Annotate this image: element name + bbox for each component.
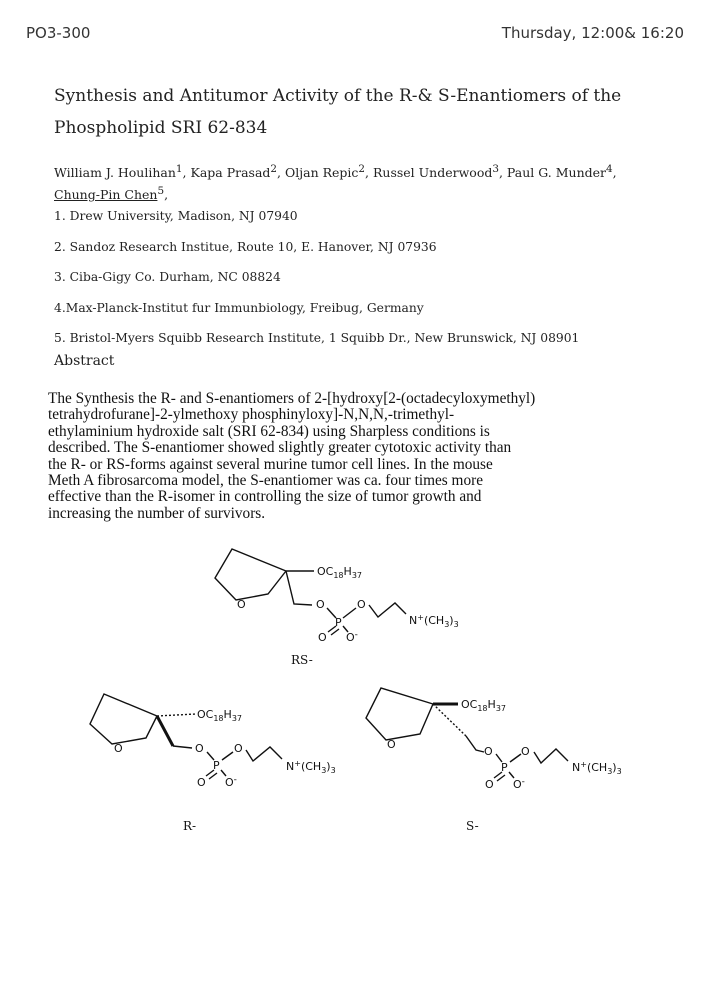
chain-oc: OC xyxy=(197,708,214,721)
author-sup: 3 xyxy=(492,163,499,175)
author-sup: 2 xyxy=(358,163,366,175)
rs-ethyl xyxy=(369,603,406,617)
rs-p-double-oxygen: O xyxy=(318,631,327,644)
abstract-line: The Synthesis the R- and S-enantiomers of 2-[hydroxy[2-(octadecyloxymethyl) xyxy=(48,390,536,407)
session-time: Thursday, 12:00& 16:20 xyxy=(501,24,684,42)
rs-linker xyxy=(286,571,312,605)
abstract-heading: Abstract xyxy=(54,353,115,369)
author-sup: 5 xyxy=(157,185,165,198)
author-sup: 4 xyxy=(606,163,613,175)
s-ester-oxygen: O xyxy=(484,745,493,758)
ominus-o: O xyxy=(513,778,522,791)
s-p-double-oxygen: O xyxy=(485,778,494,791)
author-separator: , xyxy=(612,165,617,181)
amine-sub: 3 xyxy=(444,620,450,629)
amine-plus: + xyxy=(294,759,301,768)
r-p-o-bond xyxy=(222,752,233,760)
abstract-line: ethylaminium hydroxide salt (SRI 62-834) using Sharpless conditions is xyxy=(48,422,490,440)
rs-ring-oxygen: O xyxy=(237,598,246,611)
s-ester-oxygen-2: O xyxy=(521,745,530,758)
rs-phosphorus: P xyxy=(335,616,342,629)
rs-ester-oxygen: O xyxy=(316,598,325,611)
s-ring xyxy=(366,688,433,740)
author-prasad: , Kapa Prasad xyxy=(182,165,271,181)
title-line-2: Phospholipid SRI 62-834 xyxy=(54,118,268,138)
chain-sub: 18 xyxy=(333,571,344,580)
s-ring-oxygen: O xyxy=(387,738,396,751)
amine-ch: (CH xyxy=(423,614,445,627)
amine-n: N xyxy=(286,760,295,773)
amine-n: N xyxy=(409,614,418,627)
ominus-sign: - xyxy=(354,630,358,640)
abstract-line: effective than the R-isomer in controlling the size of tumor growth and xyxy=(48,488,482,506)
abstract-line: increasing the number of survivors. xyxy=(48,504,266,522)
amine-sub: 3 xyxy=(321,766,327,775)
s-atoms xyxy=(387,698,622,833)
r-ring xyxy=(90,694,157,744)
ominus-o: O xyxy=(346,631,355,644)
r-wedge-bond xyxy=(157,716,173,746)
r-phosphorus: P xyxy=(213,759,220,772)
poster-id: PO3-300 xyxy=(26,24,91,42)
amine-sub: 3 xyxy=(453,620,459,629)
affiliation-1: 1. Drew University, Madison, NJ 07940 xyxy=(54,209,298,223)
amine-close: ) xyxy=(449,614,454,627)
chain-oc: OC xyxy=(317,565,334,578)
s-phosphorus: P xyxy=(501,761,508,774)
amine-n: N xyxy=(572,761,581,774)
amine-plus: + xyxy=(580,760,587,769)
chain-oc: OC xyxy=(461,698,478,711)
author-underwood: , Russel Underwood xyxy=(365,165,493,181)
r-hash-bond xyxy=(157,714,196,716)
rs-atoms xyxy=(237,565,459,667)
abstract-line: tetrahydrofurane]-2-ylmethoxy phosphinyloxy]-N,N,N,-trimethyl- xyxy=(48,406,455,424)
amine-sub: 3 xyxy=(330,766,336,775)
chain-sub: 37 xyxy=(231,714,242,723)
author-separator: , xyxy=(164,187,169,203)
amine-sub: 3 xyxy=(616,767,622,776)
chain-sub: 37 xyxy=(351,571,362,580)
author-repic: , Oljan Repic xyxy=(277,165,359,181)
ominus-sign: - xyxy=(233,775,237,785)
affiliation-5: 5. Bristol-Myers Squibb Research Institute, 1 Squibb Dr., New Brunswick, NJ 08901 xyxy=(54,331,580,345)
r-p-dbl-bond xyxy=(209,773,217,779)
chain-h: H xyxy=(487,698,496,711)
r-ammonium xyxy=(286,759,336,775)
abstract-line: the R- or RS-forms against several murine tumor cell lines. In the mouse xyxy=(48,455,493,473)
chain-h: H xyxy=(223,708,232,721)
author-sup: 1 xyxy=(175,163,183,175)
amine-plus: + xyxy=(417,613,424,622)
chain-sub: 18 xyxy=(213,714,224,723)
chain-sub: 18 xyxy=(477,704,488,713)
amine-close: ) xyxy=(612,761,617,774)
rs-p-o-bond xyxy=(343,608,356,618)
ominus-sign: - xyxy=(521,777,525,787)
title-line-1: Synthesis and Antitumor Activity of the R-& S-Enantiomers of the xyxy=(54,86,622,106)
rs-ammonium xyxy=(409,613,459,629)
s-p-dbl-bond xyxy=(497,775,505,781)
s-p-o-bond xyxy=(510,754,521,762)
rs-p-minus-oxygen xyxy=(346,630,358,644)
r-linker xyxy=(173,746,192,748)
r-ester-oxygen-2: O xyxy=(234,742,243,755)
s-label: S- xyxy=(466,819,479,833)
r-p-double-oxygen: O xyxy=(197,776,206,789)
amine-close: ) xyxy=(326,760,331,773)
rs-p-dbl-bond xyxy=(331,629,339,635)
s-ethyl xyxy=(534,749,568,763)
rs-ring xyxy=(215,549,286,600)
amine-ch: (CH xyxy=(586,761,608,774)
s-p-minus-oxygen xyxy=(513,777,525,791)
s-linker xyxy=(466,736,484,752)
author-munder: , Paul G. Munder xyxy=(498,165,607,181)
author-houlihan: William J. Houlihan xyxy=(54,165,176,181)
affiliation-4: 4.Max-Planck-Institut fur Immunbiology, Freibug, Germany xyxy=(54,301,424,315)
s-chain-label xyxy=(461,698,506,713)
r-label: R- xyxy=(183,819,197,833)
r-p-minus-oxygen xyxy=(225,775,237,789)
rs-label: RS- xyxy=(291,653,313,667)
amine-ch: (CH xyxy=(300,760,322,773)
ominus-o: O xyxy=(225,776,234,789)
abstract-line: Meth A fibrosarcoma model, the S-enantiomer was ca. four times more xyxy=(48,472,483,490)
chain-sub: 37 xyxy=(495,704,506,713)
rs-structure xyxy=(215,549,406,635)
affiliation-3: 3. Ciba-Gigy Co. Durham, NC 08824 xyxy=(54,270,281,284)
s-ammonium xyxy=(572,760,622,776)
rs-chain-label xyxy=(317,565,362,580)
abstract-line: described. The S-enantiomer showed slightly greater cytotoxic activity than xyxy=(48,439,512,457)
r-structure xyxy=(90,694,282,779)
rs-ester-oxygen-2: O xyxy=(357,598,366,611)
r-ester-oxygen: O xyxy=(195,742,204,755)
r-ring-oxygen: O xyxy=(114,742,123,755)
r-chain-label xyxy=(197,708,242,723)
affiliation-2: 2. Sandoz Research Institue, Route 10, E. Hanover, NJ 07936 xyxy=(54,240,437,254)
author-chen: Chung-Pin Chen xyxy=(54,187,158,203)
r-atoms xyxy=(114,708,336,833)
chain-h: H xyxy=(343,565,352,578)
amine-sub: 3 xyxy=(607,767,613,776)
author-sup: 2 xyxy=(270,163,278,175)
r-ethyl xyxy=(246,747,282,761)
